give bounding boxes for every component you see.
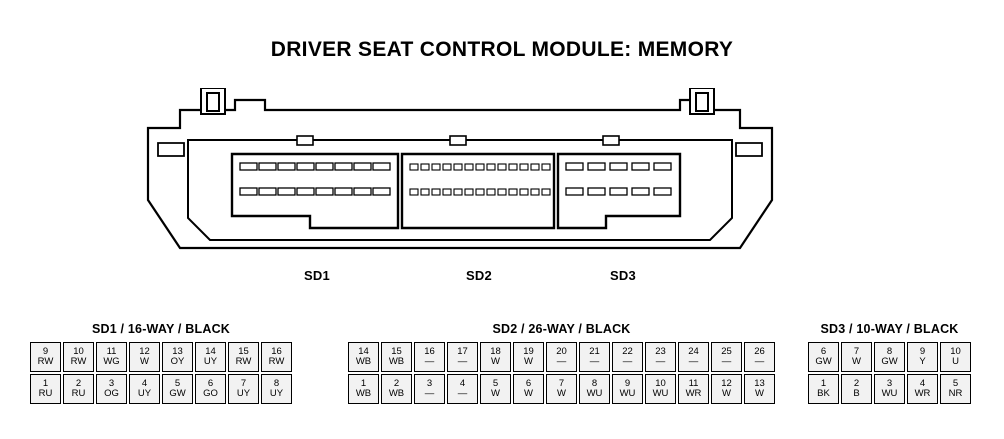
pin-number: 11 (688, 378, 699, 390)
pin-code: WB (355, 388, 372, 399)
connector-label-sd1: SD1 (304, 268, 330, 283)
pin-number: 6 (207, 378, 214, 390)
pin-number: 23 (655, 346, 666, 358)
pin-code: — (721, 356, 732, 367)
pin-cell[interactable] (645, 374, 676, 404)
pin-number: 12 (139, 346, 150, 358)
pin-code: UY (137, 388, 152, 399)
pin-cell[interactable] (808, 342, 839, 372)
pin-number: 10 (950, 346, 961, 358)
pin-code: UY (269, 388, 284, 399)
pin-code: RU (38, 388, 53, 399)
pin-cell[interactable] (162, 374, 193, 404)
pin-code: — (457, 356, 468, 367)
pin-number: 13 (754, 378, 765, 390)
pin-cell[interactable] (678, 342, 709, 372)
pin-group-sd1-heading: SD1 / 16-WAY / BLACK (91, 322, 231, 336)
pin-cell[interactable] (480, 374, 511, 404)
pin-cell[interactable] (907, 374, 938, 404)
pin-code: — (655, 356, 666, 367)
pin-cell[interactable] (940, 374, 971, 404)
pin-code: — (556, 356, 567, 367)
connector-diagram (140, 88, 780, 283)
pin-number: 26 (754, 346, 765, 358)
pin-code: OG (104, 388, 119, 399)
pin-group-sd1 (30, 322, 292, 404)
pin-cell[interactable] (711, 374, 742, 404)
pin-cell[interactable] (96, 342, 127, 372)
pin-number: 15 (238, 346, 249, 358)
pin-number: 1 (42, 378, 49, 390)
pin-number: 7 (558, 378, 565, 390)
pin-code: W (755, 388, 764, 399)
pin-number: 3 (426, 378, 433, 390)
pin-row-bottom (348, 374, 775, 404)
pin-cell[interactable] (261, 374, 292, 404)
pin-number: 21 (589, 346, 600, 358)
pin-cell[interactable] (228, 374, 259, 404)
page-title: DRIVER SEAT CONTROL MODULE: MEMORY (270, 38, 734, 61)
pin-number: 9 (624, 378, 631, 390)
pin-cell[interactable] (381, 342, 412, 372)
connector-label-sd2: SD2 (466, 268, 492, 283)
pin-cell[interactable] (711, 342, 742, 372)
pin-number: 22 (622, 346, 633, 358)
pin-code: WU (619, 388, 636, 399)
pin-cell[interactable] (162, 342, 193, 372)
pin-code: GW (881, 356, 898, 367)
pin-cell[interactable] (129, 374, 160, 404)
pin-number: 5 (952, 378, 959, 390)
pin-number: 6 (820, 346, 827, 358)
pin-row-top (808, 342, 971, 372)
pin-cell[interactable] (579, 374, 610, 404)
pin-number: 14 (358, 346, 369, 358)
pin-number: 3 (886, 378, 893, 390)
pin-code: W (491, 356, 500, 367)
pin-code: GW (169, 388, 186, 399)
pin-code: W (491, 388, 500, 399)
pin-cell[interactable] (30, 374, 61, 404)
pin-number: 11 (106, 346, 117, 358)
pin-cell[interactable] (841, 374, 872, 404)
pin-code: WB (388, 388, 405, 399)
pin-cell[interactable] (612, 342, 643, 372)
pin-code: WR (914, 388, 931, 399)
pin-code: W (524, 388, 533, 399)
pin-code: U (952, 356, 959, 367)
pin-number: 4 (919, 378, 926, 390)
pin-number: 25 (721, 346, 732, 358)
pin-number: 10 (655, 378, 666, 390)
pin-code: WU (586, 388, 603, 399)
pin-number: 24 (688, 346, 699, 358)
pin-number: 8 (591, 378, 598, 390)
pin-group-sd3 (808, 322, 971, 404)
pin-number: 12 (721, 378, 732, 390)
pin-row-top (30, 342, 292, 372)
pin-code: W (722, 388, 731, 399)
pin-code: WU (652, 388, 669, 399)
pin-number: 2 (393, 378, 400, 390)
pin-cell[interactable] (129, 342, 160, 372)
pin-cell[interactable] (744, 342, 775, 372)
pin-cell[interactable] (348, 374, 379, 404)
pin-cell[interactable] (261, 342, 292, 372)
pin-cell[interactable] (63, 342, 94, 372)
pin-code: — (754, 356, 765, 367)
pin-code: RU (71, 388, 86, 399)
pin-number: 2 (75, 378, 82, 390)
pin-code: W (852, 356, 861, 367)
pin-number: 16 (424, 346, 435, 358)
pin-number: 14 (205, 346, 216, 358)
pin-cell[interactable] (228, 342, 259, 372)
pin-code: RW (235, 356, 252, 367)
pin-code: WB (355, 356, 372, 367)
pin-cell[interactable] (447, 342, 478, 372)
pin-group-sd3-heading: SD3 / 10-WAY / BLACK (820, 322, 959, 336)
pin-number: 17 (457, 346, 468, 358)
pin-code: — (589, 356, 600, 367)
pin-cell[interactable] (612, 374, 643, 404)
pin-code: — (424, 388, 435, 399)
pin-cell[interactable] (744, 374, 775, 404)
pin-cell[interactable] (414, 342, 445, 372)
pin-code: — (424, 356, 435, 367)
pin-code: W (524, 356, 533, 367)
pin-number: 9 (42, 346, 49, 358)
pin-code: — (622, 356, 633, 367)
pin-cell[interactable] (348, 342, 379, 372)
pin-group-sd2-heading: SD2 / 26-WAY / BLACK (492, 322, 631, 336)
pin-number: 6 (525, 378, 532, 390)
pin-code: WG (103, 356, 120, 367)
pin-cell[interactable] (513, 374, 544, 404)
pin-code: Y (919, 356, 926, 367)
pin-number: 19 (523, 346, 534, 358)
pin-cell[interactable] (907, 342, 938, 372)
pin-cell[interactable] (381, 374, 412, 404)
pin-cell[interactable] (546, 342, 577, 372)
pin-row-bottom (808, 374, 971, 404)
pin-number: 16 (271, 346, 282, 358)
pin-number: 15 (391, 346, 402, 358)
pin-cell[interactable] (874, 342, 905, 372)
pin-number: 7 (240, 378, 247, 390)
pin-cell[interactable] (579, 342, 610, 372)
pin-number: 18 (490, 346, 501, 358)
pin-cell[interactable] (808, 374, 839, 404)
pin-cell[interactable] (63, 374, 94, 404)
pin-number: 4 (141, 378, 148, 390)
pin-cell[interactable] (874, 374, 905, 404)
pin-cell[interactable] (513, 342, 544, 372)
pin-number: 7 (853, 346, 860, 358)
pin-number: 10 (73, 346, 84, 358)
pin-code: WR (685, 388, 702, 399)
pin-code: UY (236, 388, 251, 399)
pin-number: 20 (556, 346, 567, 358)
pin-number: 1 (820, 378, 827, 390)
pin-code: WB (388, 356, 405, 367)
pin-code: GO (203, 388, 218, 399)
pin-code: GW (815, 356, 832, 367)
pin-code: WU (881, 388, 898, 399)
pin-cell[interactable] (841, 342, 872, 372)
pin-cell[interactable] (480, 342, 511, 372)
pin-number: 4 (459, 378, 466, 390)
pin-number: 8 (273, 378, 280, 390)
pin-code: UY (203, 356, 218, 367)
pin-cell[interactable] (940, 342, 971, 372)
pin-row-top (348, 342, 775, 372)
pin-code: NR (948, 388, 963, 399)
pin-row-bottom (30, 374, 292, 404)
pin-number: 5 (174, 378, 181, 390)
pin-code: RW (37, 356, 54, 367)
pin-cell[interactable] (678, 374, 709, 404)
connector-label-sd3: SD3 (610, 268, 636, 283)
pin-number: 8 (886, 346, 893, 358)
pin-group-sd2 (348, 322, 775, 404)
pin-code: B (853, 388, 860, 399)
pin-code: RW (70, 356, 87, 367)
pin-code: BK (817, 388, 830, 399)
pin-code: OY (170, 356, 185, 367)
pin-cell[interactable] (195, 342, 226, 372)
pin-number: 13 (172, 346, 183, 358)
pin-cell[interactable] (447, 374, 478, 404)
pin-code: RW (268, 356, 285, 367)
pin-code: — (688, 356, 699, 367)
pin-cell[interactable] (546, 374, 577, 404)
pin-cell[interactable] (30, 342, 61, 372)
pin-number: 2 (853, 378, 860, 390)
pin-code: — (457, 388, 468, 399)
pin-number: 9 (919, 346, 926, 358)
pin-number: 1 (360, 378, 367, 390)
pin-code: W (557, 388, 566, 399)
pin-cell[interactable] (645, 342, 676, 372)
pin-number: 5 (492, 378, 499, 390)
pin-cell[interactable] (96, 374, 127, 404)
pin-cell[interactable] (195, 374, 226, 404)
pin-code: W (140, 356, 149, 367)
pin-number: 3 (108, 378, 115, 390)
pin-cell[interactable] (414, 374, 445, 404)
